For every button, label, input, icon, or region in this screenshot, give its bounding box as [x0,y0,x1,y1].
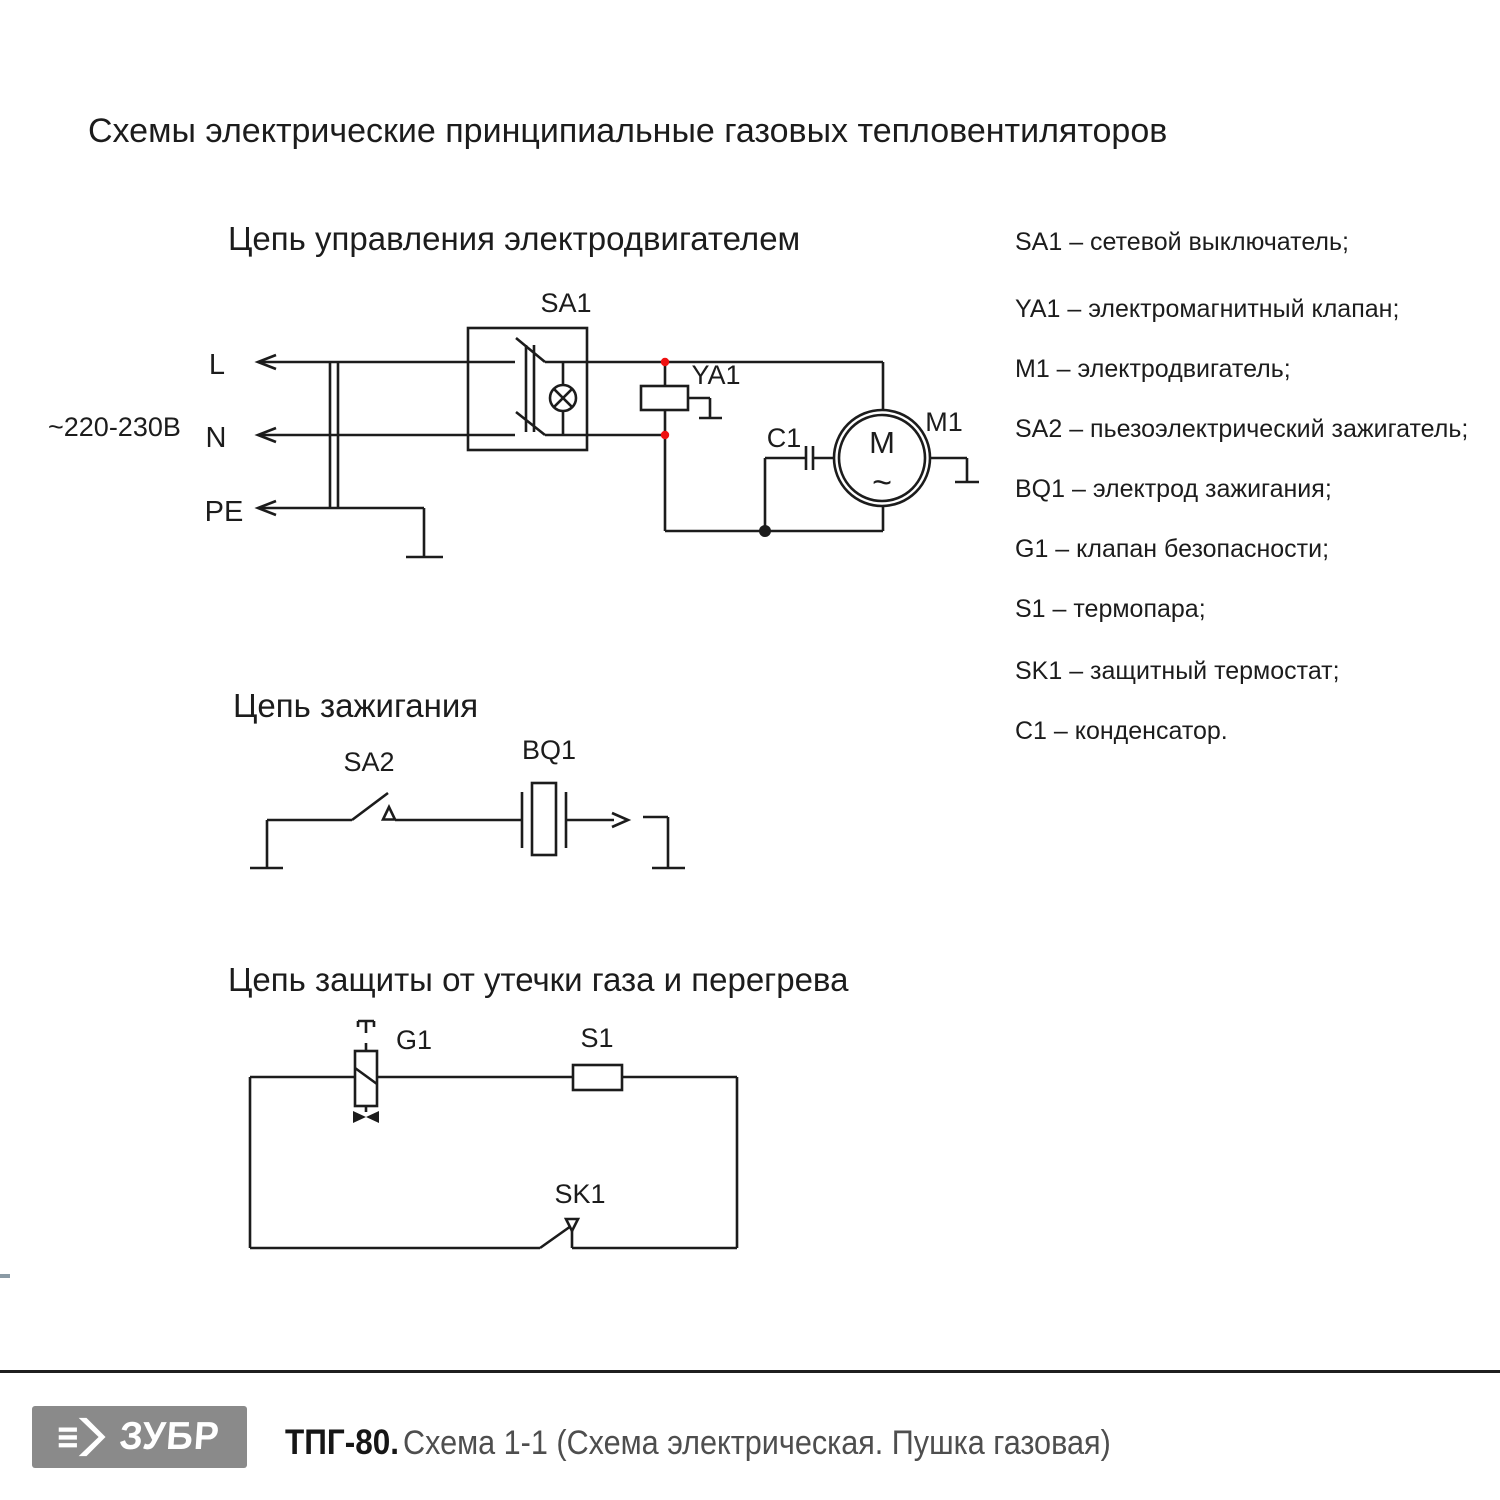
sa2-label: SA2 [343,747,395,777]
legend-item-sa2: SA2 – пьезоэлектрический зажигатель; [1015,415,1469,443]
motor-ac-glyph: ~ [872,464,892,502]
legend-item-c1: C1 – конденсатор. [1015,717,1228,745]
section-motor-title: Цепь управления электродвигателем [228,220,801,257]
s1-label: S1 [580,1023,614,1053]
spark-arrow-icon [612,813,628,827]
ya1-label: YA1 [691,360,741,390]
legend [1015,228,1468,745]
junction-dot-red-bottom [661,431,669,439]
legend-item-bq1: BQ1 – электрод зажигания; [1015,475,1332,503]
ya1-coil-symbol [641,386,688,410]
zubr-logo-arrow [79,1418,106,1456]
sk1-label: SK1 [554,1179,606,1209]
zubr-logo-bars [59,1427,77,1447]
footer-caption-text: Схема 1-1 (Схема электрическая. Пушка газовая) [403,1424,1111,1462]
ignition-wires [250,792,685,868]
terminal-n-label: N [205,422,227,454]
legend-item-ya1: YA1 – электромагнитный клапан; [1015,295,1400,323]
bq1-piezo-symbol [532,783,556,855]
g1-body [355,1051,377,1106]
protection-wires [250,1021,737,1248]
edge-artifact-dash [0,1274,10,1278]
sa2-contact-triangle [383,807,395,820]
legend-item-s1: S1 – термопара; [1015,595,1206,623]
g1-bowtie-left [353,1111,366,1123]
terminal-l-label: L [208,349,226,381]
legend-item-sa1: SA1 – сетевой выключатель; [1015,228,1349,256]
section-ignition-title: Цепь зажигания [233,687,479,724]
sa1-label: SA1 [540,288,592,318]
motor-m-glyph: M [869,425,895,460]
s1-thermocouple-symbol [573,1065,622,1090]
g1-bowtie-right [366,1111,379,1123]
junction-dot-black [759,525,771,537]
zubr-logo-icon [57,1411,109,1463]
m1-label: M1 [925,407,963,437]
page-title: Схемы электрические принципиальные газовых тепловентиляторов [88,112,1168,150]
bq1-label: BQ1 [521,735,577,765]
footer-model-label: ТПГ-80. [285,1423,400,1462]
footer-caption [285,1423,1111,1463]
section-protection-title: Цепь защиты от утечки газа и перегрева [228,961,849,998]
g1-label: G1 [395,1025,433,1055]
junction-dot-red-top [661,358,669,366]
ignition-circuit [250,783,685,868]
c1-label: C1 [766,423,802,453]
zubr-logo-text: ЗУБР [118,1415,222,1458]
sa1-switch-symbol [468,328,587,450]
g1-valve-symbol [353,1051,379,1123]
terminal-pe-label: PE [204,496,244,528]
protection-circuit [250,1021,737,1248]
legend-item-g1: G1 – клапан безопасности; [1015,535,1330,563]
legend-item-sk1: SK1 – защитный термостат; [1015,657,1340,685]
zubr-logo [32,1406,247,1468]
footer-divider [0,1370,1500,1373]
voltage-label: ~220-230В [48,412,181,442]
legend-item-m1: M1 – электродвигатель; [1015,355,1291,383]
